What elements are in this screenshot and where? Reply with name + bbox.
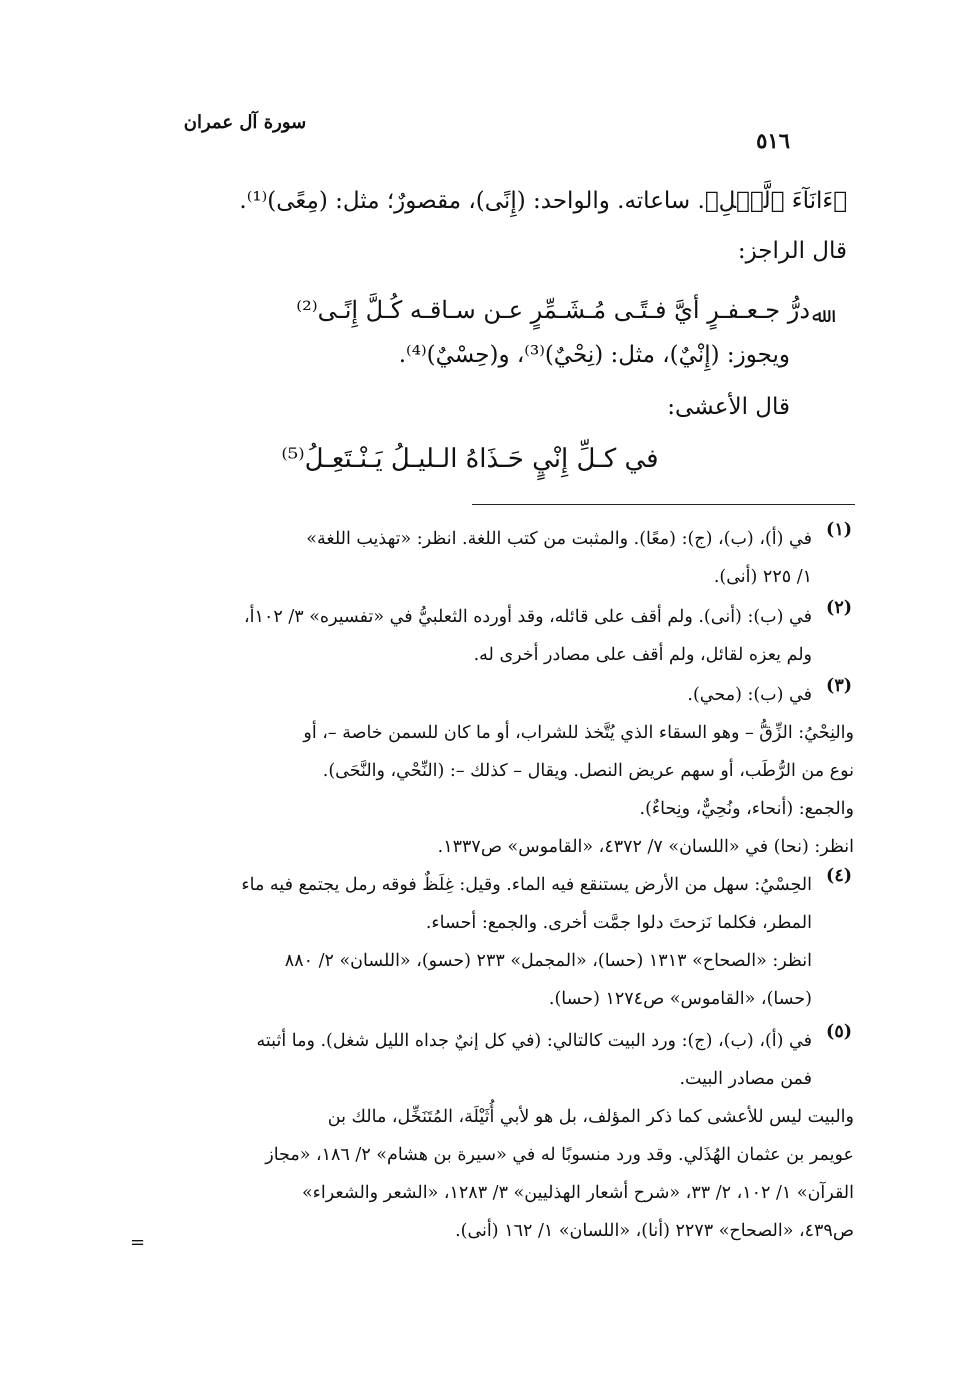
footnote-line: ولم يعزه لقائل، ولم أقف على مصادر أخرى له. [473,645,812,665]
footnote-line: انظر: (نحا) في «اللسان» ٧/ ٤٣٧٢، «القاموس» ص١٣٣٧. [437,837,854,857]
surah-title: سورة آل عمران [183,112,307,133]
footnote-text [82,520,812,596]
footnote-divider [472,504,855,505]
footnote-line: المطر، فكلما نَزحتَ دلوا جمَّت أخرى. والجمع: أحساء. [425,913,812,933]
footnote-line: ص٤٣٩، «الصحاح» ٢٢٧٣ (أنا)، «اللسان» ١/ ١٦٢ (أنى). [455,1221,854,1241]
main-line-4: قال الأعشى: [667,394,790,420]
footnote-number: (٢) [826,598,852,618]
footnote-line: والنِحْيُ: الزِّقُّ – وهو السقاء الذي يُتَّخذ للشراب، أو ما كان للسمن خاصة –، أو [303,723,854,743]
main-line-3: ويجوز: (إِنْيٌ)، مثل: (نِحْيٌ)⁽³⁾، و(حِسْيٌ)⁽⁴⁾. [398,342,790,368]
page-number: ٥١٦ [756,128,790,153]
footnote-text [82,598,812,674]
main-line-2: قال الراجز: [737,238,847,264]
footnote-line: في (أ)، (ب)، (ج): (معًا). والمثبت من كتب اللغة. انظر: «تهذيب اللغة» [306,529,812,549]
footnote-text [82,676,854,866]
footnote-line: والجمع: (أنحاء، ونُحِيٌّ، ونِحاءٌ). [639,799,854,819]
footnote-line: في (ب): (محي). [687,685,812,705]
poem-verse-1: درُّ جـعـفـرٍ أيَّ فـتًـى مُـشَـمِّرٍ عـن سـاقـه كُـلَّ إِنًـى⁽²⁾ [296,296,810,324]
footnote-text [82,866,812,1018]
footnote-text [82,1022,854,1250]
footnote-number: (١) [826,520,852,540]
footnote-line: والبيت ليس للأعشى كما ذكر المؤلف، بل هو لأبي أُثَيْلَة، المُتَنَخِّل، مالك بن [327,1107,854,1127]
footnote-number: (٥) [826,1022,852,1042]
poem-symbol: ﷲ [812,303,824,327]
footnote-line: في (أ)، (ب)، (ج): ورد البيت كالتالي: (في كل إنيٌ جداه الليل شغل). وما أثبته [256,1031,812,1051]
footnote-line: القرآن» ١/ ١٠٢، ٢/ ٣٣، «شرح أشعار الهذليين» ٣/ ١٢٨٣، «الشعر والشعراء» [301,1183,854,1203]
footnote-line: ١/ ٢٢٥ (أنى). [713,567,812,587]
poem-verse-2: في كـلِّ إِنْيٍ حَـذَاهُ الـليـلُ يَـنْـتَعِـلُ⁽⁵⁾ [281,444,659,474]
continuation-mark: = [130,1232,146,1253]
footnote-line: نوع من الرُّطَب، أو سهم عريض النصل. ويقال – كذلك –: (النِّحْي، والنَّحَى). [322,761,854,781]
footnote-line: في (ب): (أنى). ولم أقف على قائله، وقد أورده الثعلبيُّ في «تفسيره» ٣/ ١٠٢أ، [244,607,812,627]
footnote-line: الحِسْيُ: سهل من الأرض يستنقع فيه الماء. وقيل: غِلَظٌ فوقه رمل يجتمع فيه ماء [241,875,812,895]
footnote-number: (٤) [826,866,852,886]
footnote-line: عويمر بن عثمان الهُذَلي. وقد ورد منسوبًا له في «سيرة بن هشام» ٢/ ١٨٦، «مجاز [265,1145,854,1165]
footnote-line: انظر: «الصحاح» ١٣١٣ (حسا)، «المجمل» ٢٣٣ (حسو)، «اللسان» ٢/ ٨٨٠ [284,951,812,971]
main-line-1: ﴿ءَانَآءَ ٱلَّيۡلِ﴾. ساعاته. والواحد: (إِنًى)، مقصورٌ؛ مثل: (مِعًى)⁽¹⁾. [239,188,847,214]
footnote-line: فمن مصادر البيت. [679,1069,812,1089]
footnote-line: (حسا)، «القاموس» ص١٢٧٤ (حسا). [548,989,812,1009]
footnote-number: (٣) [826,676,852,696]
